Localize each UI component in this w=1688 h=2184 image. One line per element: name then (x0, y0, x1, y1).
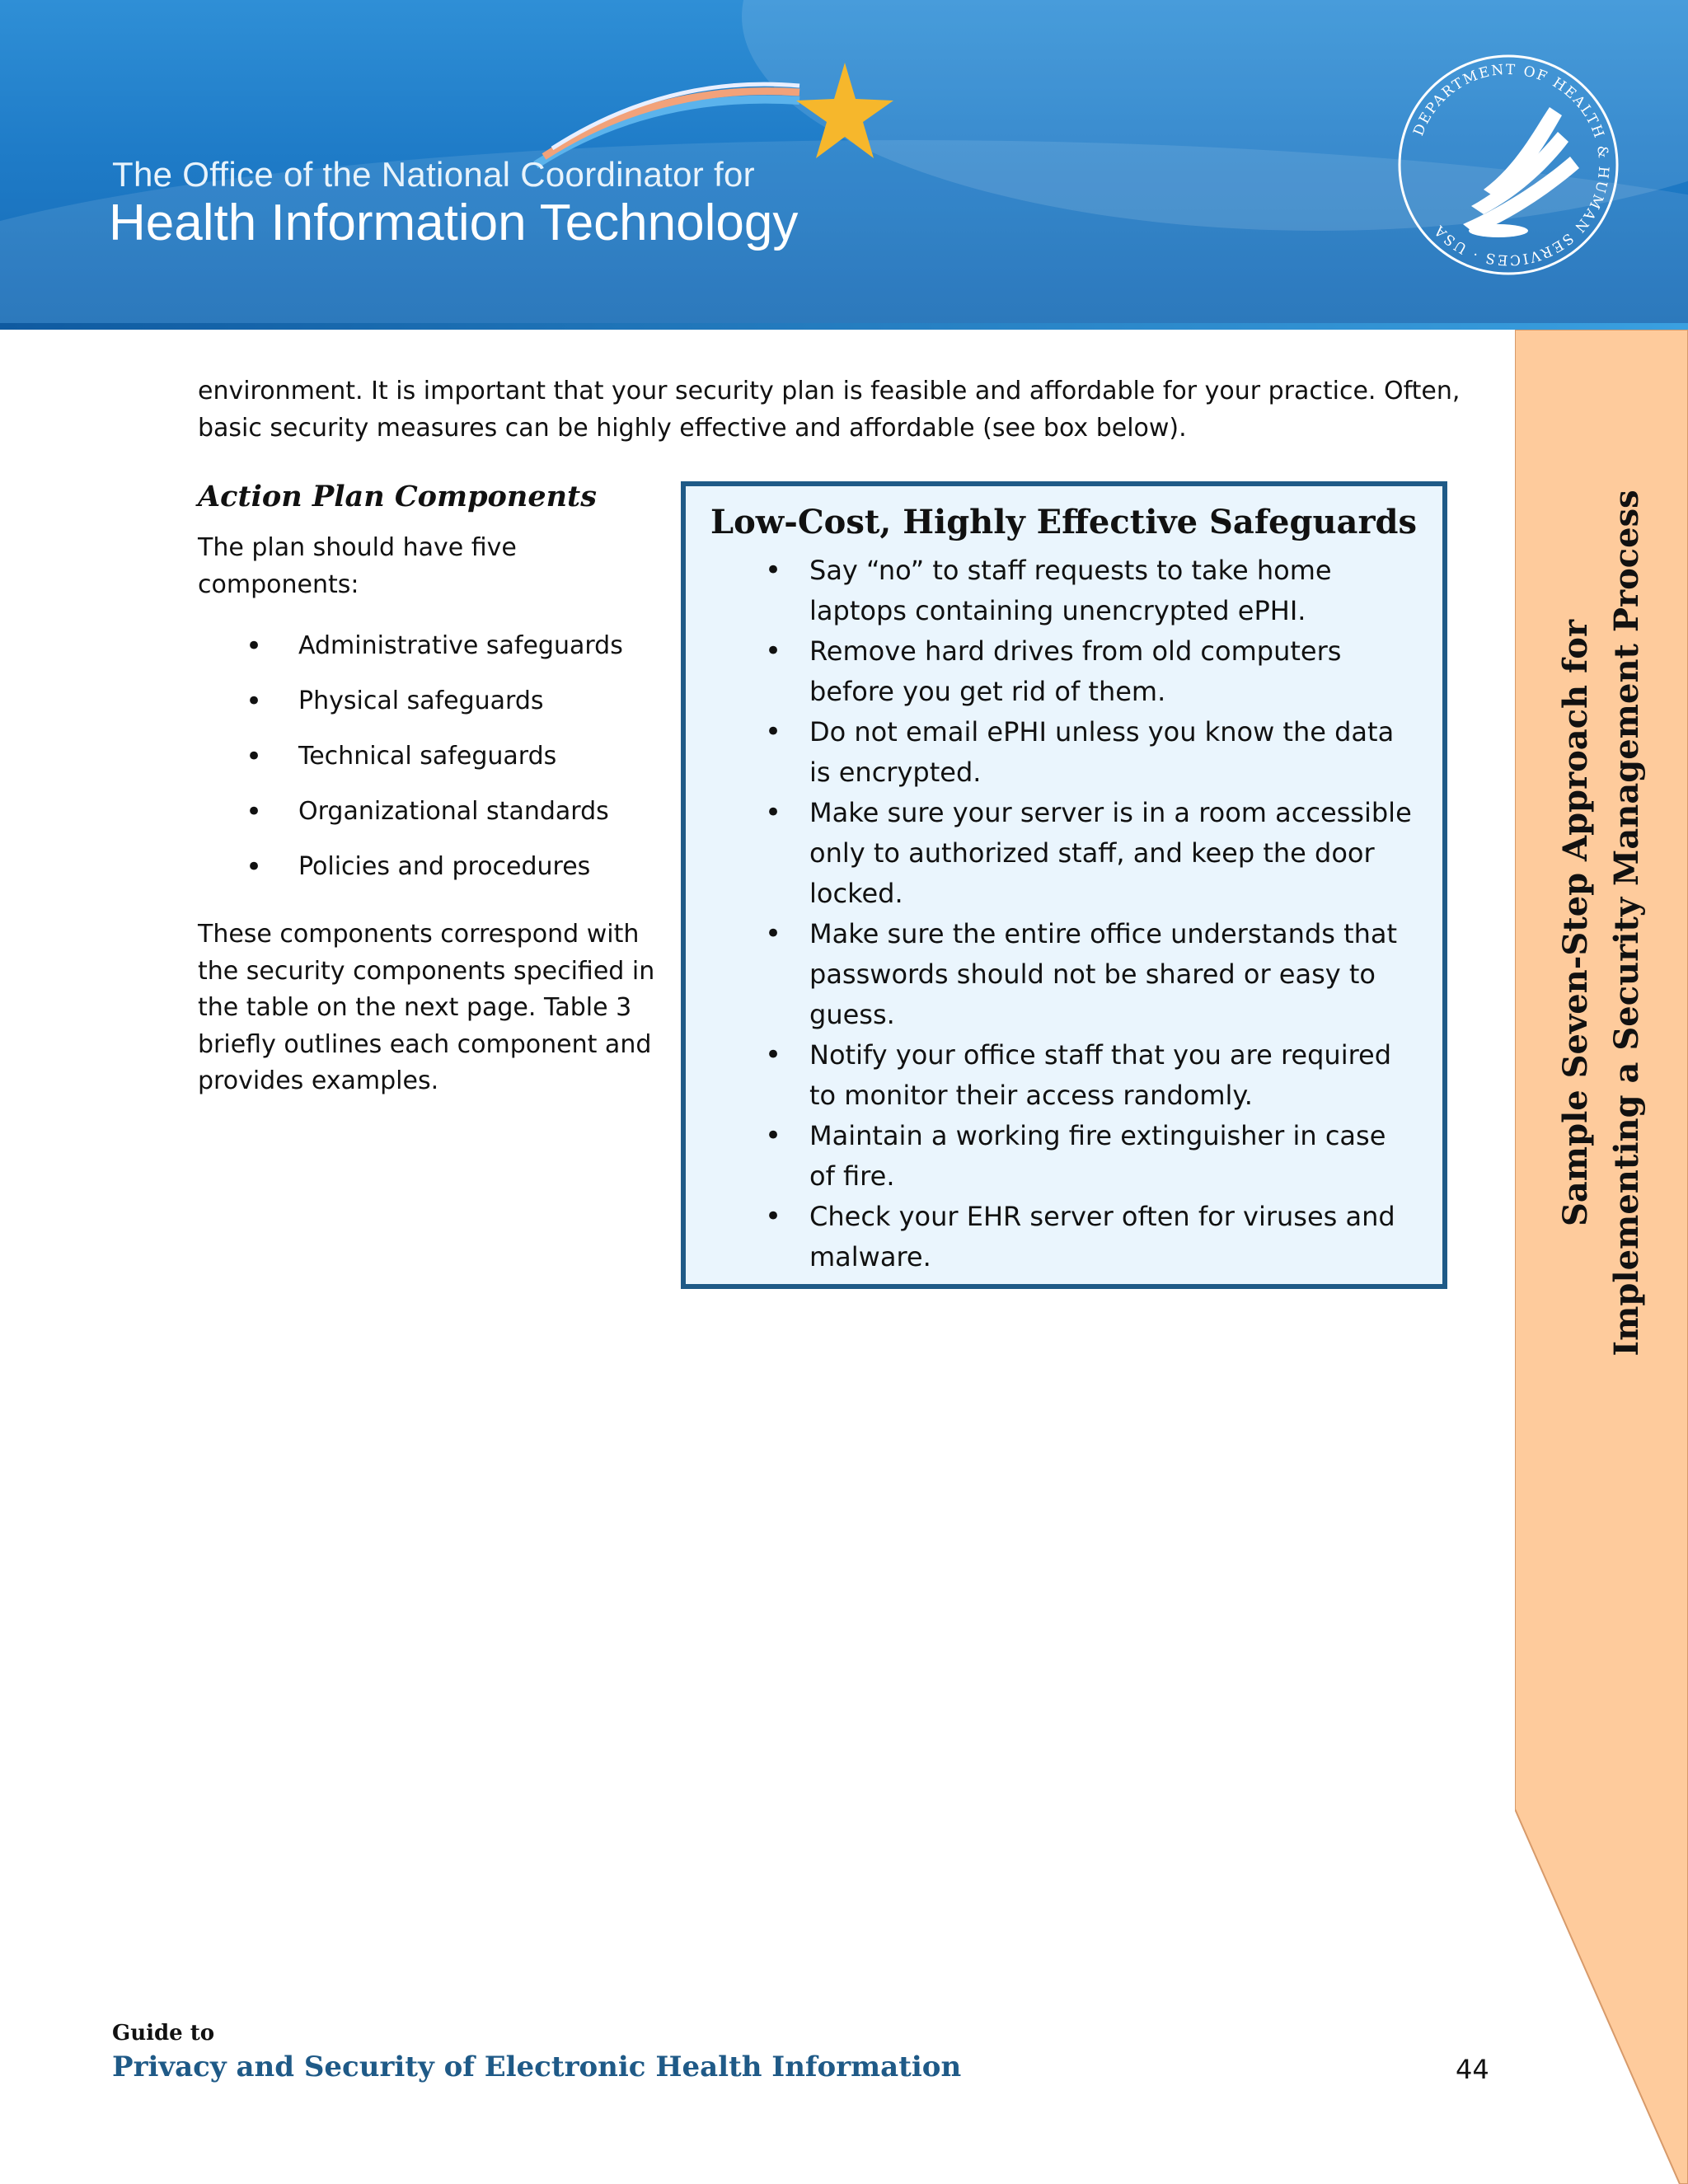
list-item: • Organizational standards (198, 795, 692, 851)
action-plan-intro: The plan should have five components: (198, 533, 517, 599)
list-item: • Maintain a working fire extinguisher in case of fire. (686, 1116, 1442, 1197)
list-item: • Make sure your server is in a room accessible only to authorized staff, and keep the door locked. (686, 793, 1442, 914)
safeguards-list (686, 551, 1442, 1277)
action-plan-list (198, 630, 692, 906)
org-name-line2: Health Information Technology (109, 194, 799, 251)
list-item: • Technical safeguards (198, 740, 692, 795)
list-item: • Policies and procedures (198, 851, 692, 906)
header-banner (0, 0, 1688, 330)
hhs-seal-logo (1393, 49, 1624, 280)
safeguards-box (681, 481, 1447, 1289)
seal-text: DEPARTMENT OF HEALTH & HUMAN SERVICES · USA (1410, 61, 1612, 269)
page-number: 44 (1456, 2054, 1489, 2085)
side-tab-title (1550, 470, 1653, 1376)
footer-guide-title: Privacy and Security of Electronic Health Information (112, 2050, 962, 2083)
intro-paragraph: environment. It is important that your security plan is feasible and affordable for your practice. Often, basic security measures can be highly effective and affordable (see box below). (198, 377, 1461, 443)
list-item: • Check your EHR server often for viruses and malware. (686, 1197, 1442, 1277)
safeguards-box-title: Low-Cost, Highly Effective Safeguards (710, 503, 1418, 541)
list-item: • Administrative safeguards (198, 630, 692, 685)
org-name-line1: The Office of the National Coordinator for (112, 155, 755, 194)
list-item: • Notify your office staff that you are required to monitor their access randomly. (686, 1035, 1442, 1116)
list-item: • Say “no” to staff requests to take home laptops containing unencrypted ePHI. (686, 551, 1442, 631)
list-item: • Make sure the entire office understands that passwords should not be shared or easy to guess. (686, 914, 1442, 1035)
action-plan-outro: These components correspond with the security components specified in the table on the next page. Table 3 briefly outlines each component and provides examples. (198, 920, 655, 1095)
list-item: • Do not email ePHI unless you know the data is encrypted. (686, 712, 1442, 793)
action-plan-heading: Action Plan Components (198, 480, 597, 513)
onc-logo (107, 58, 832, 255)
side-tab-line1: Sample Seven-Step Approach for (1556, 619, 1595, 1227)
list-item: • Physical safeguards (198, 685, 692, 740)
side-tab-line2: Implementing a Security Management Process (1607, 490, 1646, 1357)
banner-bottom-line (0, 323, 1688, 330)
footer-guide-label: Guide to (112, 2021, 215, 2046)
list-item: • Remove hard drives from old computers before you get rid of them. (686, 631, 1442, 712)
